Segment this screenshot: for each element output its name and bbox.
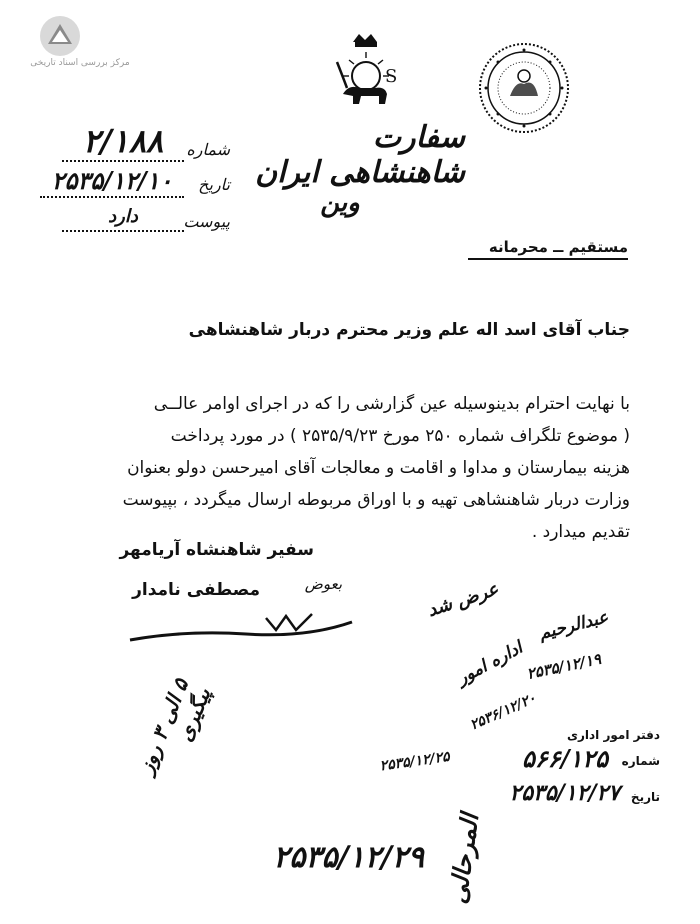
marginal-note: عرض شد — [424, 578, 502, 622]
marginal-note: عبدالرحیم — [537, 607, 611, 644]
bottom-note: المرحالی — [442, 811, 485, 906]
registry-number-value: ۵۶۶/۱۲۵ — [521, 744, 609, 773]
svg-text:S: S — [385, 66, 398, 87]
registry-line: دفتر امور اداری — [567, 728, 660, 742]
royal-emblem — [325, 32, 405, 112]
body-line: هزینه بیمارستان و مداوا و اقامت و معالجات آقای امیرحسن دولو بعنوان — [127, 458, 630, 478]
date-label: تاریخ — [198, 175, 230, 194]
seal-icon — [476, 40, 572, 136]
followup-note: ۵ الی ۳ روز پیگیری — [133, 675, 216, 777]
official-seal — [476, 40, 572, 136]
letter-body — [80, 388, 630, 548]
signature-scribble — [126, 600, 356, 650]
embassy-name: سفارت شاهنشاهی ایران — [255, 120, 465, 190]
registry-date-value: ۲۵۳۵/۱۲/۲۷ — [509, 780, 620, 806]
number-value: ۲/۱۸۸ — [62, 122, 184, 162]
classification-label: مستقیم ــ محرمانه — [468, 238, 628, 260]
marginal-note: ۲۵۳۵/۱۲/۲۵ — [378, 748, 451, 775]
embassy-city: وین — [320, 188, 360, 218]
number-label: شماره — [186, 140, 230, 159]
salutation: جناب آقای اسد اله علم وزیر محترم دربار شاهنشاهی — [188, 320, 630, 340]
registry-date-label: تاریخ — [630, 790, 660, 804]
date-value: ۲۵۳۵/۱۲/۱۰ — [40, 166, 184, 198]
marginal-note: ۲۵۳۶/۱۲/۲۰ — [467, 690, 539, 734]
ambassador-title: سفیر شاهنشاه آریامهر — [119, 540, 314, 560]
marginal-note: ۲۵۳۵/۱۲/۱۹ — [525, 649, 603, 684]
marginal-note: اداره امور — [453, 637, 526, 689]
registry-stamp — [510, 728, 660, 818]
archive-logo — [30, 12, 90, 58]
registry-number-label: شماره — [621, 754, 660, 768]
body-line: ( موضوع تلگراف شماره ۲۵۰ مورخ ۲۵۳۵/۹/۲۳ ) در مورد پرداخت — [170, 426, 630, 446]
attachment-label: پیوست — [183, 212, 230, 231]
archive-watermark: مرکز بررسی اسناد تاریخی — [30, 58, 130, 68]
signatory-name: مصطفی نامدار — [132, 580, 260, 600]
on-behalf-note: بعوض — [304, 575, 342, 593]
archive-logo-icon — [30, 12, 90, 58]
body-line: با نهایت احترام بدینوسیله عین گزارشی را که در اجرای اوامر عالــی — [153, 394, 630, 414]
body-line: وزارت دربار شاهنشاهی تهیه و با اوراق مربوطه ارسال میگردد ، بپیوست — [122, 490, 630, 510]
attachment-value: دارد — [62, 204, 184, 232]
bottom-date: ۲۵۳۵/۱۲/۲۹ — [273, 840, 424, 875]
body-line: تقدیم میدارد . — [531, 522, 630, 542]
lion-and-sun-icon — [325, 32, 405, 112]
